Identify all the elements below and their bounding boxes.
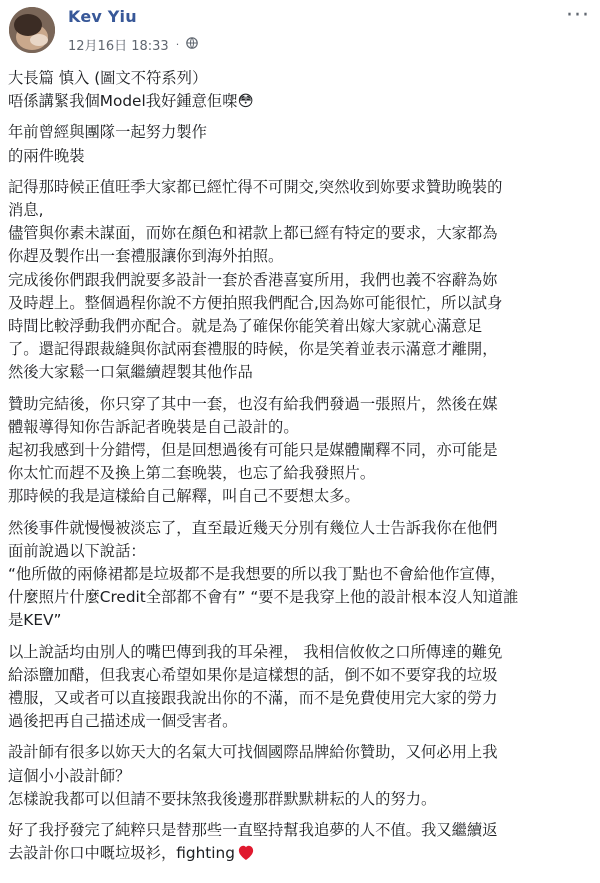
heart-icon (237, 844, 255, 868)
post-paragraph (8, 517, 594, 633)
post-text-line: 大長篇 慎入 (圖文不符系列） (8, 69, 208, 87)
post-paragraph (8, 67, 594, 113)
author-name[interactable]: Kev Yiu (68, 7, 137, 26)
post-text-line: 然後大家鬆一口氣繼續趕製其他作品 (8, 363, 253, 382)
post-text-line: 了。還記得跟裁縫與你試兩套禮服的時候，你是笑着並表示滿意才離開， (8, 340, 498, 359)
post-text-line: 及時趕上。整個過程你說不方便拍照我們配合,因為妳可能很忙，所以試身 (8, 293, 503, 312)
post-paragraph (8, 393, 594, 509)
post-text-line: 去設計你口中嘅垃圾衫，fighting (8, 842, 594, 868)
timestamp[interactable]: 12月16日 18:33 (68, 39, 169, 54)
post-text-line: 儘管與你素未謀面，而妳在顏色和裙款上都已經有特定的要求，大家都為 (8, 224, 498, 243)
post-text-line: 體報導得知你告訴記者晚裝是自己設計的。 (8, 417, 299, 436)
post-text-line: 過後把再自己描述成一個受害者。 (8, 712, 238, 731)
post-text-line: 時間比較浮動我們亦配合。就是為了確保你能笑着出嫁大家就心滿意足 (8, 317, 483, 336)
post-paragraph (8, 121, 594, 167)
globe-icon (186, 37, 198, 53)
post-text-line: 那時候的我是這樣給自己解釋，叫自己不要想太多。 (8, 487, 360, 506)
post-text-line: 消息, (8, 201, 44, 220)
post-meta (68, 35, 198, 54)
avatar[interactable] (9, 7, 55, 53)
post-text-line: 什麼照片什麼Credit全部都不會有” “要不是我穿上他的設計根本沒人知道誰 (8, 588, 519, 607)
post-paragraph (8, 641, 594, 734)
post-text-line: 面前說過以下說話： (8, 541, 146, 560)
post-text-line: 怎樣說我都可以但請不要抹煞我後邊那群默默耕耘的人的努力。 (8, 789, 437, 808)
post-text-line: 禮服，又或者可以直接跟我說出你的不滿，而不是免費使用完大家的勞力 (8, 689, 498, 708)
post-text-line: 贊助完結後，你只穿了其中一套，也沒有給我們發過一張照片，然後在媒 (8, 394, 498, 413)
post-text-line: 設計師有很多以妳天大的名氣大可找個國際品牌給你贊助，又何必用上我 (8, 743, 498, 762)
separator-dot: · (175, 38, 180, 51)
post-text-line: 給添鹽加醋，但我衷心希望如果你是這樣想的話，倒不如不要穿我的垃圾 (8, 665, 498, 684)
post-text-line: 然後事件就慢慢被淡忘了，直至最近幾天分別有幾位人士告訴我你在他們 (8, 518, 498, 537)
post-text-line: “他所做的兩條裙都是垃圾都不是我想要的所以我丁點也不會給他作宣傳， (8, 565, 506, 584)
post-paragraph (8, 741, 594, 811)
post-text-line: 你趕及製作出一套禮服讓你到海外拍照。 (8, 247, 284, 266)
post-text-line: 年前曾經與團隊一起努力製作 (8, 123, 207, 142)
post-text-line: 你太忙而趕不及換上第二套晚裝，也忘了給我發照片。 (8, 464, 376, 483)
post-text-line: 是KEV” (8, 611, 62, 630)
post-header (0, 0, 600, 64)
more-options-button[interactable]: ··· (566, 3, 590, 28)
post-text-line: 唔係講緊我個Model我好鍾意佢㗎😳 (8, 92, 254, 111)
post-text-line: 起初我感到十分錯愕，但是回想過後有可能只是媒體闡釋不同，亦可能是 (8, 441, 498, 460)
post-paragraph (8, 176, 594, 385)
post-text-line: 完成後你們跟我們說要多設計一套於香港喜宴所用，我們也義不容辭為妳 (8, 270, 498, 289)
post-text-line: 記得那時候正值旺季大家都已經忙得不可開交,突然收到妳要求贊助晚裝的 (8, 177, 503, 196)
post-text-line: 以上說話均由別人的嘴巴傳到我的耳朵裡， 我相信攸攸之口所傳達的難免 (8, 642, 503, 661)
post-text-line: 好了我抒發完了純粹只是替那些一直堅持幫我追夢的人不值。我又繼續返 (8, 821, 498, 840)
post-body (8, 67, 594, 877)
post-text-line: 這個小小設計師？ (8, 766, 131, 785)
post-text-line: 的兩件晚裝 (8, 146, 85, 165)
post-paragraph (8, 819, 594, 868)
